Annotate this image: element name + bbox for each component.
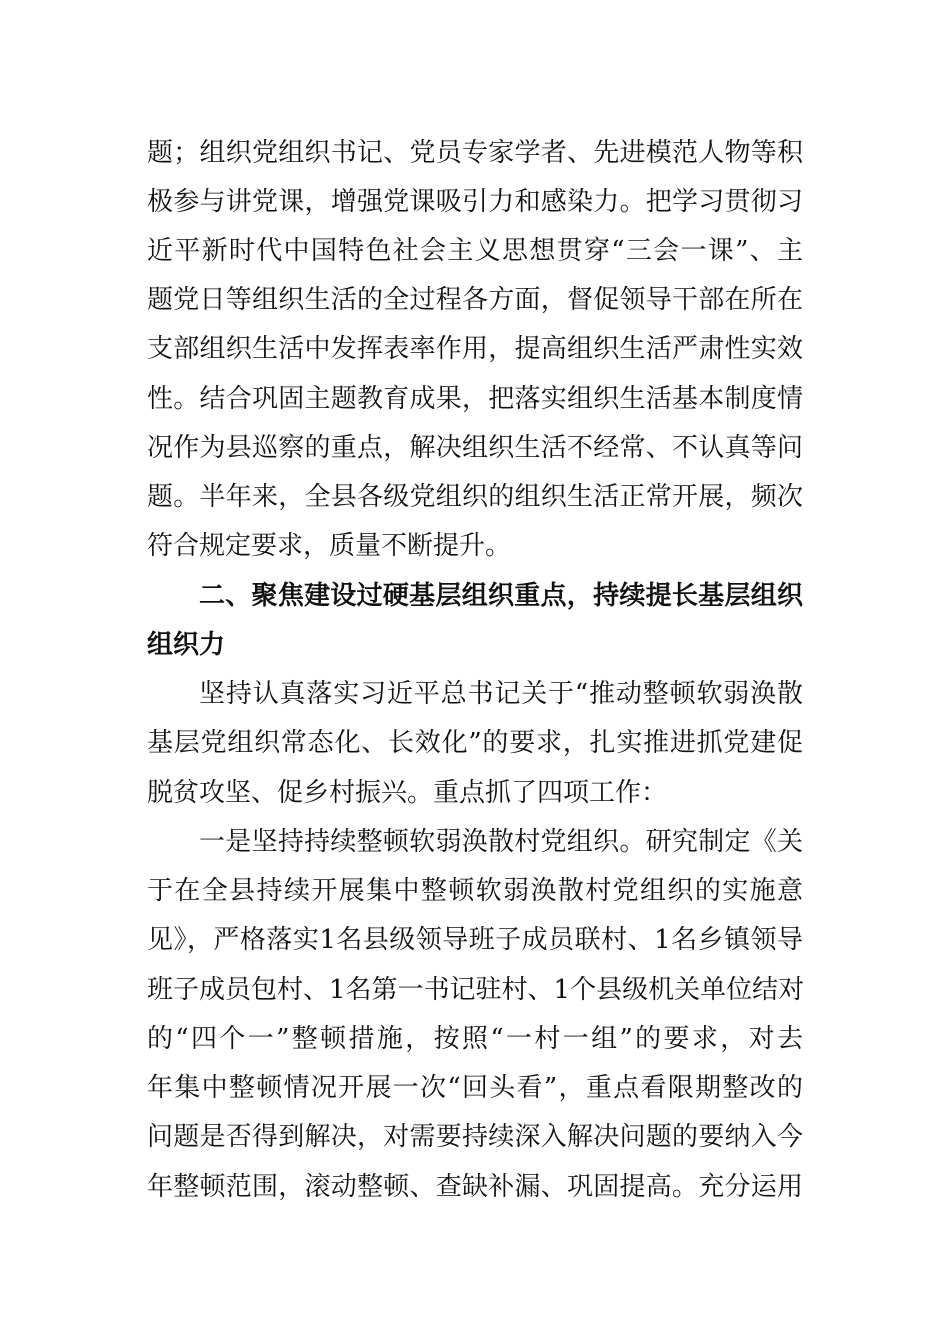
section-heading-line-2: 组织力: [147, 630, 226, 660]
paragraph-3-line-2: 基层党组织常态化、长效化”的要求，扎实推进抓党建促: [147, 728, 803, 758]
paragraph-1-line-2: 极参与讲党课，增强党课吸引力和感染力。把学习贯彻习: [147, 187, 803, 217]
section-heading-line-1: 二、聚焦建设过硬基层组织重点，持续提长基层组织: [199, 581, 803, 611]
paragraph-4-line-7: 问题是否得到解决，对需要持续深入解决问题的要纳入今: [147, 1122, 803, 1152]
paragraph-1-line-4: 题党日等组织生活的全过程各方面，督促领导干部在所在: [147, 285, 803, 315]
paragraph-4-line-4: 班子成员包村、1名第一书记驻村、1个县级机关单位结对: [147, 975, 805, 1005]
paragraph-1-line-7: 况作为县巡察的重点，解决组织生活不经常、不认真等问: [147, 433, 803, 463]
paragraph-4-line-6: 年集中整顿情况开展一次“回头看”，重点看限期整改的: [147, 1073, 803, 1103]
paragraph-1-line-3: 近平新时代中国特色社会主义思想贯穿“三会一课”、主: [147, 236, 803, 266]
paragraph-4-line-5: 的“四个一”整顿措施，按照“一村一组”的要求，对去: [147, 1024, 803, 1054]
paragraph-4-line-3: 见》，严格落实1名县级领导班子成员联村、1名乡镇领导: [147, 925, 803, 955]
paragraph-3-line-3: 脱贫攻坚、促乡村振兴。重点抓了四项工作：: [147, 778, 668, 808]
paragraph-4-line-8: 年整顿范围，滚动整顿、查缺补漏、巩固提高。充分运用: [147, 1172, 803, 1202]
paragraph-4-line-2: 于在全县持续开展集中整顿软弱涣散村党组织的实施意: [147, 876, 803, 906]
paragraph-4-line-1: 一是坚持持续整顿软弱涣散村党组织。研究制定《关: [199, 827, 803, 857]
paragraph-3-line-1: 坚持认真落实习近平总书记关于“推动整顿软弱涣散: [199, 679, 803, 709]
paragraph-1-line-8: 题。半年来，全县各级党组织的组织生活正常开展，频次: [147, 482, 803, 512]
paragraph-1-line-5: 支部组织生活中发挥表率作用，提高组织生活严肃性实效: [147, 334, 803, 364]
paragraph-1-line-1: 题；组织党组织书记、党员专家学者、先进模范人物等积: [147, 138, 803, 168]
paragraph-1-line-6: 性。结合巩固主题教育成果，把落实组织生活基本制度情: [147, 384, 803, 414]
paragraph-1-line-9: 符合规定要求，质量不断提升。: [147, 531, 512, 561]
